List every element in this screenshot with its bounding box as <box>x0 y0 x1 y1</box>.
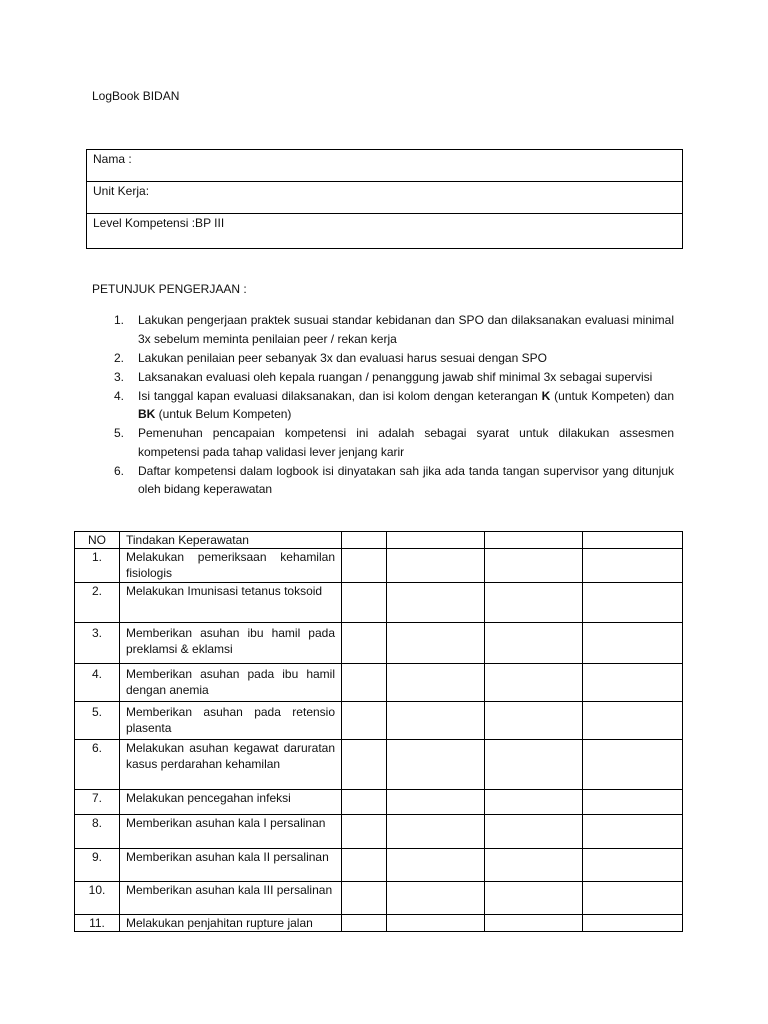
table-cell[interactable] <box>387 790 485 815</box>
table-row <box>75 790 683 815</box>
table-cell[interactable] <box>583 849 683 882</box>
row-number: 10. <box>75 882 120 915</box>
table-cell[interactable] <box>342 915 387 932</box>
row-tindakan: Melakukan pencegahan infeksi <box>120 790 342 815</box>
table-cell[interactable] <box>485 815 583 849</box>
level-kompetensi-field[interactable]: Level Kompetensi :BP III <box>93 216 225 230</box>
row-tindakan: Memberikan asuhan ibu hamil pada preklamsi & eklamsi <box>120 623 342 664</box>
instruction-item <box>92 311 674 348</box>
table-cell[interactable] <box>583 583 683 623</box>
table-cell[interactable] <box>583 915 683 932</box>
instruction-number: 2. <box>114 350 125 365</box>
table-row <box>75 702 683 740</box>
row-tindakan: Melakukan pemeriksaan kehamilan fisiologis <box>120 549 342 583</box>
table-cell[interactable] <box>583 790 683 815</box>
table-row <box>75 849 683 882</box>
table-cell[interactable] <box>342 532 387 549</box>
table-cell[interactable] <box>485 915 583 932</box>
row-tindakan: Memberikan asuhan kala III persalinan <box>120 882 342 915</box>
document-title: LogBook BIDAN <box>92 89 180 103</box>
table-cell[interactable] <box>342 623 387 664</box>
instruction-number: 5. <box>114 426 125 440</box>
table-row <box>75 740 683 790</box>
table-cell[interactable] <box>387 849 485 882</box>
instruction-text: Lakukan penilaian peer sebanyak 3x dan evaluasi harus sesuai dengan SPO <box>138 350 547 365</box>
table-cell[interactable] <box>583 702 683 740</box>
table-cell[interactable] <box>583 623 683 664</box>
instruction-number: 1. <box>114 313 125 327</box>
table-cell[interactable] <box>342 882 387 915</box>
row-number: 11. <box>75 915 120 932</box>
table-cell[interactable] <box>583 740 683 790</box>
row-tindakan: Melakukan asuhan kegawat daruratan kasus perdarahan kehamilan <box>120 740 342 790</box>
table-row <box>75 549 683 583</box>
table-cell[interactable] <box>342 549 387 583</box>
table-cell[interactable] <box>387 740 485 790</box>
table-cell[interactable] <box>342 740 387 790</box>
table-cell[interactable] <box>583 815 683 849</box>
unit-kerja-field[interactable]: Unit Kerja: <box>87 182 682 214</box>
table-cell[interactable] <box>342 849 387 882</box>
nama-field[interactable]: Nama : <box>87 150 682 182</box>
row-number: 1. <box>75 549 120 583</box>
table-cell[interactable] <box>485 882 583 915</box>
table-cell[interactable] <box>387 882 485 915</box>
instruction-item <box>92 387 674 424</box>
table-cell[interactable] <box>583 532 683 549</box>
row-number: 3. <box>75 623 120 664</box>
instruction-text: Laksanakan evaluasi oleh kepala ruangan / penanggung jawab shif minimal 3x sebagai supervisi <box>138 369 653 384</box>
table-cell[interactable] <box>387 623 485 664</box>
instruction-text: Daftar kompetensi dalam logbook isi dinyatakan sah jika ada tanda tangan supervisor yang ditunjuk oleh bidang keperawatan <box>138 463 674 496</box>
row-number: 8. <box>75 815 120 849</box>
table-cell[interactable] <box>387 815 485 849</box>
table-cell[interactable] <box>387 702 485 740</box>
instruction-number: 4. <box>114 388 125 403</box>
instruction-text: Isi tanggal kapan evaluasi dilaksanakan, dan isi kolom dengan keterangan K (untuk Kompeten) dan BK (untuk Belum Kompeten) <box>138 388 674 421</box>
row-tindakan: Melakukan penjahitan rupture jalan <box>120 915 342 932</box>
table-cell[interactable] <box>485 740 583 790</box>
instruction-item <box>92 368 674 387</box>
table-cell[interactable] <box>485 623 583 664</box>
competency-table <box>74 531 683 932</box>
table-cell[interactable] <box>485 583 583 623</box>
table-row <box>75 882 683 915</box>
row-tindakan: Memberikan asuhan kala II persalinan <box>120 849 342 882</box>
instruction-list <box>92 311 674 499</box>
row-number: 5. <box>75 702 120 740</box>
instruction-item <box>92 349 674 368</box>
table-cell[interactable] <box>342 790 387 815</box>
row-tindakan: Melakukan Imunisasi tetanus toksoid <box>120 583 342 623</box>
table-row <box>75 915 683 932</box>
table-row <box>75 583 683 623</box>
row-number: 2. <box>75 583 120 623</box>
table-row <box>75 664 683 702</box>
row-number: 7. <box>75 790 120 815</box>
instruction-item <box>92 462 674 499</box>
table-cell[interactable] <box>387 549 485 583</box>
header-no: NO <box>75 532 120 549</box>
row-tindakan: Memberikan asuhan pada retensio plasenta <box>120 702 342 740</box>
table-cell[interactable] <box>387 532 485 549</box>
table-cell[interactable] <box>387 583 485 623</box>
table-cell[interactable] <box>342 702 387 740</box>
table-cell[interactable] <box>485 849 583 882</box>
header-tindakan: Tindakan Keperawatan <box>120 532 342 549</box>
instruction-number: 3. <box>114 369 125 384</box>
table-cell[interactable] <box>342 583 387 623</box>
instruction-text: Pemenuhan pencapaian kompetensi ini adalah sebagai syarat untuk dilakukan assesmen kompetensi pada tahap validasi lever jenjang karir <box>138 426 674 459</box>
table-cell[interactable] <box>387 664 485 702</box>
table-cell[interactable] <box>485 664 583 702</box>
table-cell[interactable] <box>342 815 387 849</box>
kompeten-code: K <box>541 388 551 403</box>
row-tindakan: Memberikan asuhan pada ibu hamil dengan anemia <box>120 664 342 702</box>
row-number: 4. <box>75 664 120 702</box>
belum-kompeten-code: BK <box>138 407 156 421</box>
table-cell[interactable] <box>342 664 387 702</box>
instruction-text: Lakukan pengerjaan praktek susuai standar kebidanan dan SPO dan dilaksanakan evaluasi minimal 3x sebelum meminta penilaian peer / rekan kerja <box>138 313 674 346</box>
table-cell[interactable] <box>485 549 583 583</box>
table-header-row <box>75 532 683 549</box>
table-cell[interactable] <box>485 790 583 815</box>
table-cell[interactable] <box>583 664 683 702</box>
row-number: 6. <box>75 740 120 790</box>
identity-box <box>86 149 683 249</box>
instruction-item <box>92 424 674 461</box>
table-row <box>75 815 683 849</box>
table-row <box>75 623 683 664</box>
table-cell[interactable] <box>583 882 683 915</box>
table-cell[interactable] <box>387 915 485 932</box>
row-number: 9. <box>75 849 120 882</box>
instruction-number: 6. <box>114 463 125 478</box>
table-cell[interactable] <box>485 532 583 549</box>
table-cell[interactable] <box>583 549 683 583</box>
petunjuk-heading: PETUNJUK PENGERJAAN : <box>92 282 247 296</box>
table-cell[interactable] <box>485 702 583 740</box>
row-tindakan: Memberikan asuhan kala I persalinan <box>120 815 342 849</box>
